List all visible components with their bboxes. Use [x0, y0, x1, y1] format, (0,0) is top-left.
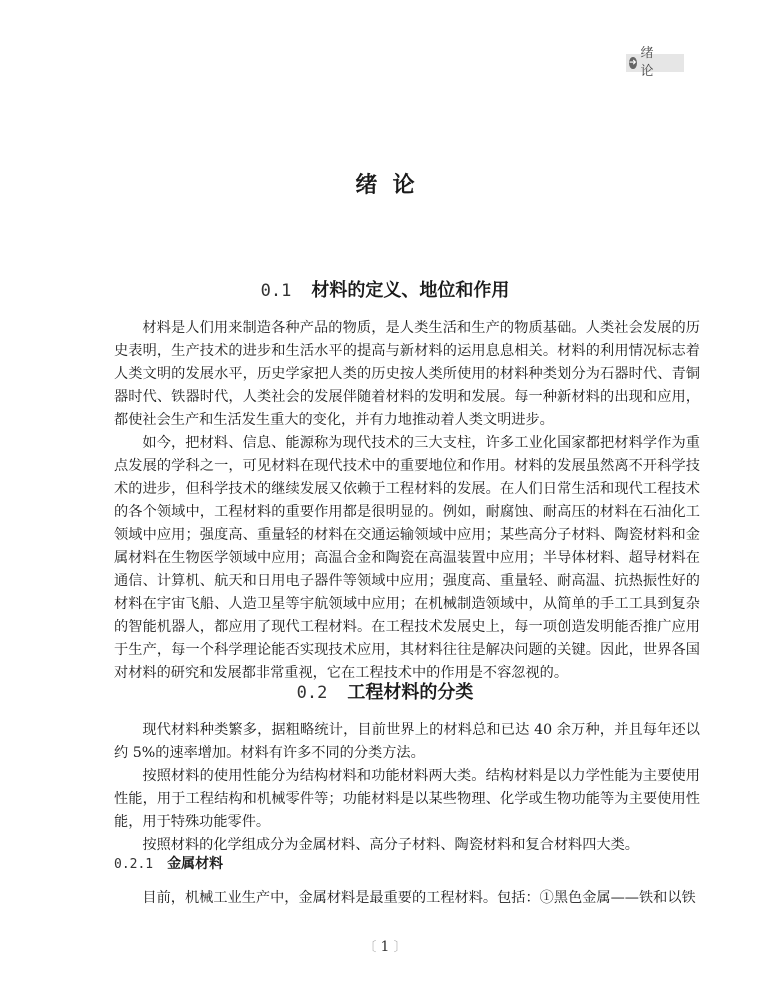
- section-number: 0.2: [296, 683, 328, 703]
- paragraph: 材料是人们用来制造各种产品的物质，是人类生活和生产的物质基础。人类社会发展的历史表明，生产技术的进步和生活水平的提高与新材料的运用息息相关。材料的利用情况标志着人类文明的发展水平，历史学家把人类的历史按人类所使用的材料种类划分为石器时代、青铜器时代、铁器时代，人类社会的发展伴随着材料的发明和发展。每一种新材料的出现和应用，都使社会生产和生活发生重大的变化，并有力地推动着人类文明进步。: [114, 320, 700, 428]
- subsection-heading-0-2-1: [114, 853, 223, 873]
- section-0-1-body: [114, 317, 700, 685]
- chapter-title-text: 绪 论: [355, 173, 415, 198]
- paragraph: 按照材料的使用性能分为结构材料和功能材料两大类。结构材料是以力学性能为主要使用性能，用于工程结构和机械零件等；功能材料是以某些物理、化学或生物功能等为主要使用性能，用于特殊功能零件。: [114, 768, 700, 830]
- section-title: 工程材料的分类: [347, 682, 474, 703]
- section-title: 材料的定义、地位和作用: [311, 280, 510, 301]
- paragraph: 如今，把材料、信息、能源称为现代技术的三大支柱，许多工业化国家都把材料学作为重点发展的学科之一，可见材料在现代技术中的重要地位和作用。材料的发展虽然离不开科学技术的进步，但科学技术的继续发展又依赖于工程材料的发展。在人们日常生活和现代工程技术的各个领域中，工程材料的重要作用都是很明显的。例如，耐腐蚀、耐高压的材料在石油化工领域中应用；强度高、重量轻的材料在交通运输领域中应用；某些高分子材料、陶瓷材料和金属材料在生物医学领域中应用；高温合金和陶瓷在高温装置中应用；半导体材料、超导材料在通信、计算机、航天和日用电子器件等领域中应用；强度高、重量轻、耐高温、抗热振性好的材料在宇宙飞船、人造卫星等宇航领域中应用；在机械制造领域中，从简单的手工工具到复杂的智能机器人，都应用了现代工程材料。在工程技术发展史上，每一项创造发明能否推广应用于生产，每一个科学理论能否实现技术应用，其材料往往是解决问题的关键。因此，世界各国对材料的研究和发展都非常重视，它在工程技术中的作用是不容忽视的。: [114, 435, 700, 681]
- running-header-label: 绪 论: [640, 46, 668, 79]
- section-0-2-body: [114, 719, 700, 857]
- subsection-number: 0.2.1: [114, 857, 154, 872]
- page-number: 1: [380, 939, 390, 955]
- paragraph: 目前，机械工业生产中，金属材料是最重要的工程材料。包括：①黑色金属——铁和以铁: [142, 890, 696, 906]
- section-heading-0-1: [0, 276, 770, 302]
- page-bracket-left: 〔: [363, 940, 377, 955]
- running-header-tag: [626, 46, 684, 79]
- section-heading-0-2: [0, 678, 770, 704]
- paragraph: 现代材料种类繁多，据粗略统计，目前世界上的材料总和已达 40 余万种，并且每年还以约 5%的速率增加。材料有许多不同的分类方法。: [114, 722, 700, 761]
- page-bracket-right: 〕: [393, 940, 407, 955]
- chapter-title: [0, 168, 770, 199]
- subsection-body: [114, 887, 700, 910]
- page-footer: [0, 936, 770, 955]
- subsection-title: 金属材料: [167, 856, 224, 872]
- arrow-right-circle-icon: ➜: [629, 58, 637, 68]
- section-number: 0.1: [260, 281, 292, 301]
- paragraph: 按照材料的化学组成分为金属材料、高分子材料、陶瓷材料和复合材料四大类。: [142, 837, 639, 853]
